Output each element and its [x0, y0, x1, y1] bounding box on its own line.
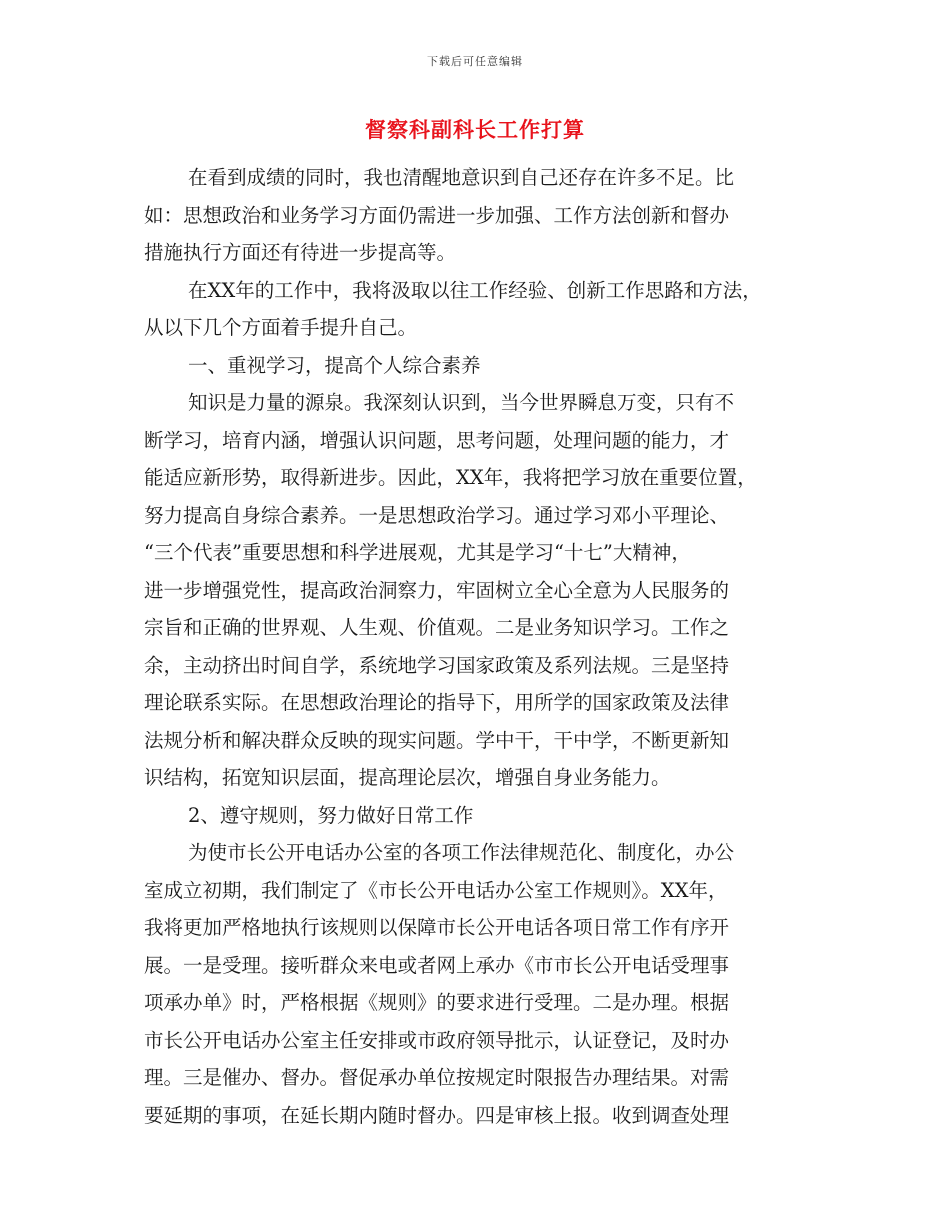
text-line: 要延期的事项，在延长期内随时督办。四是审核上报。收到调查处理: [144, 1103, 730, 1127]
text-line: 断学习，培育内涵，增强认识问题，思考问题，处理问题的能力，才: [144, 428, 730, 452]
body-text: [144, 159, 806, 1134]
text-line: 措施执行方面还有待进一步提高等。: [144, 241, 457, 264]
text-line: 理论联系实际。在思想政治理论的指导下，用所学的国家政策及法律: [144, 691, 730, 714]
text-line: 法规分析和解决群众反映的现实问题。学中干，干中学，不断更新知: [144, 728, 730, 752]
text-line: 室成立初期，我们制定了《市长公开电话办公室工作规则》。XX年，: [144, 878, 728, 902]
text-line: 余，主动挤出时间自学，系统地学习国家政策及系列法规。三是坚持: [144, 653, 730, 677]
text-line: 如：思想政治和业务学习方面仍需进一步加强、工作方法创新和督办: [144, 203, 730, 227]
text-line: 为使市长公开电话办公室的各项工作法律规范化、制度化，办公: [188, 841, 735, 864]
text-line: 我将更加严格地执行该规则以保障市长公开电话各项日常工作有序开: [144, 916, 730, 939]
text-line: 能适应新形势，取得新进步。因此，XX年，我将把学习放在重要位置，: [144, 466, 757, 489]
text-line: 项承办单》时，严格根据《规则》的要求进行受理。二是办理。根据: [144, 991, 730, 1014]
header-note: 下载后可任意编辑: [427, 55, 523, 68]
text-line: 宗旨和正确的世界观、人生观、价值观。二是业务知识学习。工作之: [144, 616, 730, 639]
text-line: 理。三是催办、督办。督促承办单位按规定时限报告办理结果。对需: [144, 1066, 730, 1089]
text-line: 进一步增强党性，提高政治洞察力，牢固树立全心全意为人民服务的: [144, 578, 730, 602]
text-line: 展。一是受理。接听群众来电或者网上承办《市市长公开电话受理事: [144, 953, 730, 977]
text-line: 市长公开电话办公室主任安排或市政府领导批示，认证登记，及时办: [144, 1028, 730, 1052]
text-line: 在XX年的工作中，我将汲取以往工作经验、创新工作思路和方法，: [188, 278, 762, 302]
text-line: 在看到成绩的同时，我也清醒地意识到自己还存在许多不足。比: [188, 166, 735, 189]
text-line: 从以下几个方面着手提升自己。: [144, 316, 418, 339]
document-title: 督察科副科长工作打算: [365, 118, 585, 142]
text-line: “三个代表”重要思想和科学进展观，尤其是学习“十七”大精神，: [144, 541, 691, 564]
section-heading: 一、重视学习，提高个人综合素养: [188, 353, 481, 377]
text-line: 识结构，拓宽知识层面，提高理论层次，增强自身业务能力。: [144, 766, 671, 789]
section-heading: 2、遵守规则，努力做好日常工作: [188, 803, 474, 827]
text-line: 知识是力量的源泉。我深刻认识到，当今世界瞬息万变，只有不: [188, 391, 735, 414]
text-line: 努力提高自身综合素养。一是思想政治学习。通过学习邓小平理论、: [144, 503, 730, 527]
